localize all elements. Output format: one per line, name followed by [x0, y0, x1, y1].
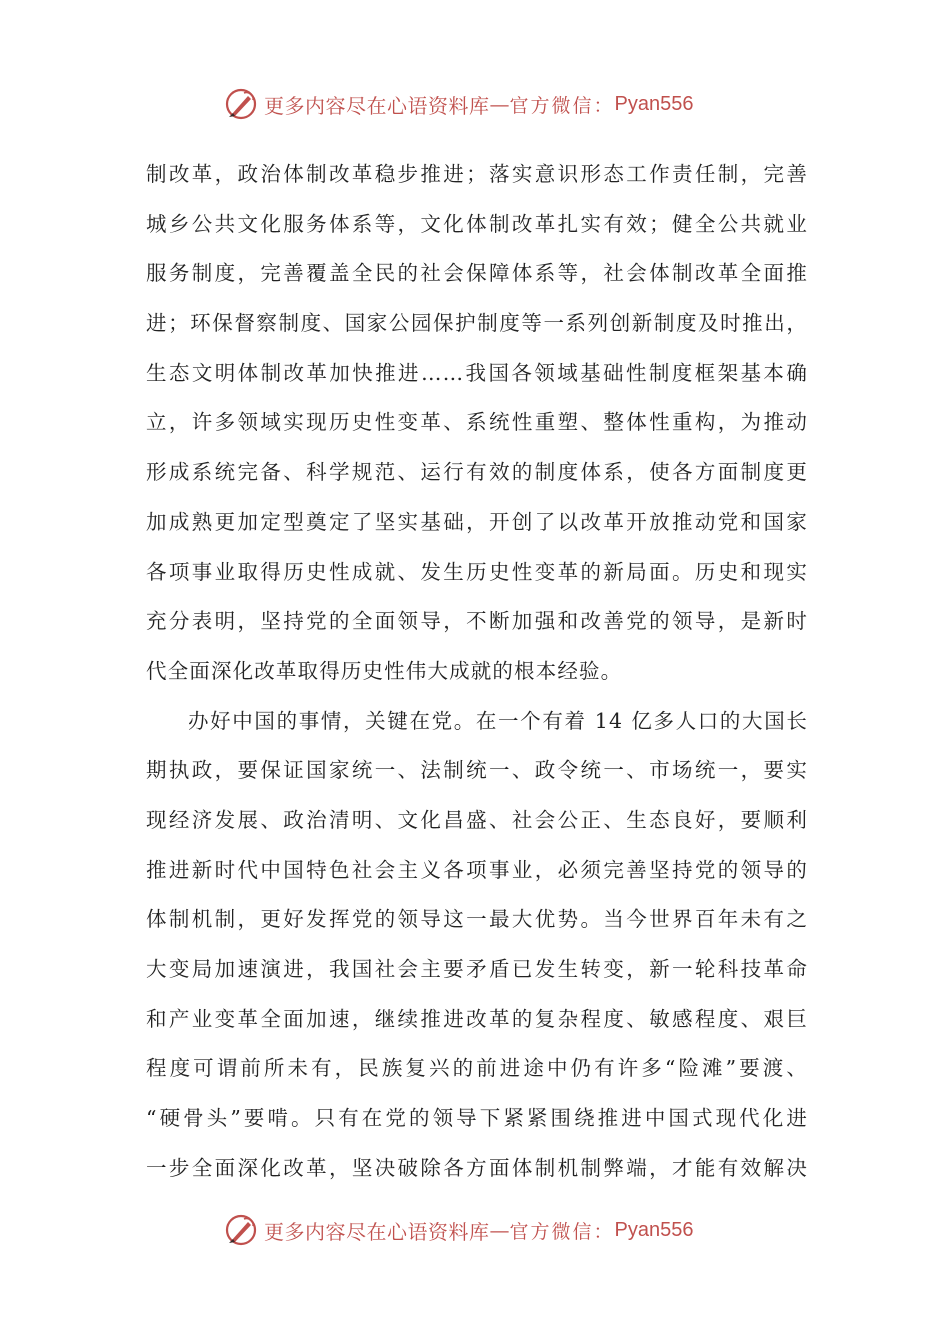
header-watermark-banner: [224, 84, 744, 124]
text-line: 制改革，政治体制改革稳步推进；落实意识形态工作责任制，完善: [146, 162, 808, 186]
pen-logo-icon: [224, 1213, 258, 1247]
text-line: 形成系统完备、科学规范、运行有效的制度体系，使各方面制度更: [146, 460, 808, 485]
banner-separator: —: [489, 92, 510, 116]
text-line: 进；环保督察制度、国家公园保护制度等一系列创新制度及时推出，: [146, 311, 808, 336]
paragraph-1: [146, 150, 808, 697]
text-line: 加成熟更加定型奠定了坚实基础，开创了以改革开放推动党和国家: [146, 509, 808, 534]
text-line: 期执政，要保证国家统一、法制统一、政令统一、市场统一，要实: [146, 758, 808, 783]
footer-watermark-banner: [224, 1210, 744, 1250]
banner-title: 更多内容尽在心语资料库: [264, 93, 490, 118]
text-line: 生态文明体制改革加快推进……我国各领域基础性制度框架基本确: [146, 360, 808, 385]
paragraph-2: [146, 697, 808, 1194]
text-line: 现经济发展、政治清明、文化昌盛、社会公正、生态良好，要顺利: [146, 807, 808, 832]
text-line: 和产业变革全面加速，继续推进改革的复杂程度、敏感程度、艰巨: [146, 1006, 808, 1031]
text-line: 立，许多领域实现历史性变革、系统性重塑、整体性重构，为推动: [146, 410, 808, 435]
text-line: 体制机制，更好发挥党的领导这一最大优势。当今世界百年未有之: [146, 907, 808, 932]
document-body: [146, 150, 808, 1193]
banner-wechat-id: Pyan556: [614, 92, 694, 115]
banner-separator: —: [489, 1218, 510, 1242]
text-line: 一步全面深化改革，坚决破除各方面体制机制弊端，才能有效解决: [146, 1155, 808, 1180]
text-line: “硬骨头”要啃。只有在党的领导下紧紧围绕推进中国式现代化进: [146, 1106, 808, 1131]
banner-wechat-label: 官方微信：: [509, 1220, 615, 1243]
text-line: 大变局加速演进，我国社会主要矛盾已发生转变，新一轮科技革命: [146, 957, 808, 981]
banner-wechat-label: 官方微信：: [509, 94, 615, 117]
text-line: 充分表明，坚持党的全面领导，不断加强和改善党的领导，是新时: [146, 609, 808, 634]
pen-logo-icon: [224, 87, 258, 121]
text-line: 程度可谓前所未有，民族复兴的前进途中仍有许多“险滩”要渡、: [146, 1056, 808, 1081]
text-line: 推进新时代中国特色社会主义各项事业，必须完善坚持党的领导的: [146, 857, 808, 882]
banner-title: 更多内容尽在心语资料库: [264, 1219, 490, 1244]
text-line: 各项事业取得历史性成就、发生历史性变革的新局面。历史和现实: [146, 559, 808, 584]
text-line: 办好中国的事情，关键在党。在一个有着 14 亿多人口的大国长: [188, 708, 808, 733]
text-line: 代全面深化改革取得历史性伟大成就的根本经验。: [146, 658, 623, 683]
text-line: 城乡公共文化服务体系等，文化体制改革扎实有效；健全公共就业: [146, 211, 808, 236]
text-line: 服务制度，完善覆盖全民的社会保障体系等，社会体制改革全面推: [146, 261, 808, 286]
banner-wechat-id: Pyan556: [614, 1218, 694, 1241]
